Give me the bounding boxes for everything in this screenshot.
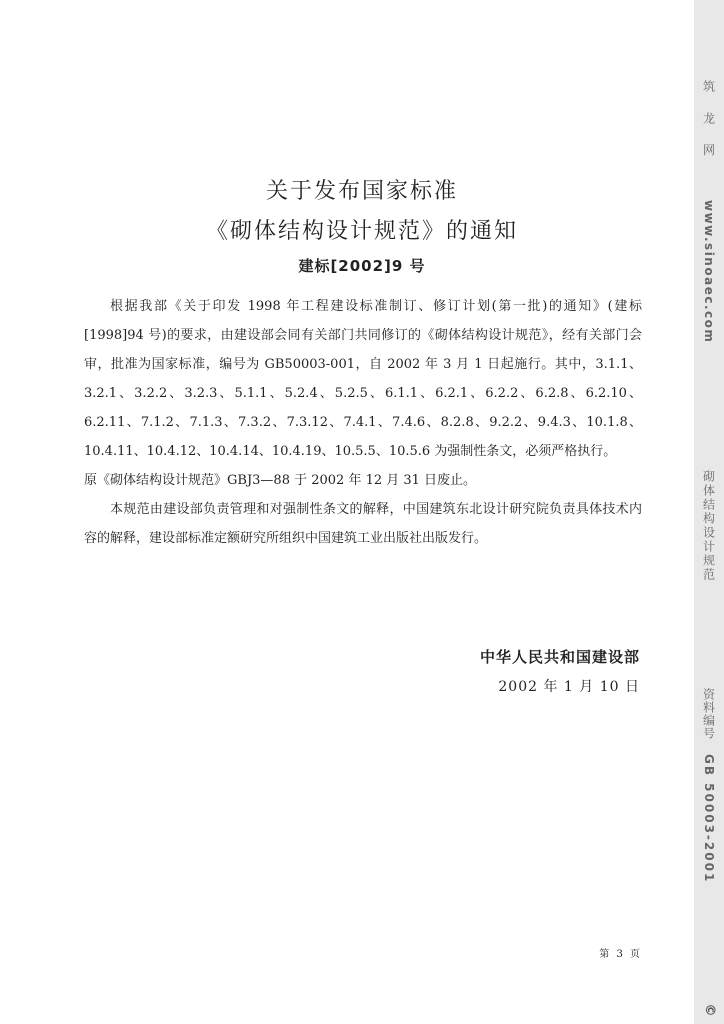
copyright-icon: © [702, 1003, 717, 1017]
issue-date: 2002 年 1 月 10 日 [498, 679, 640, 695]
paragraph-abolish: 原《砌体结构设计规范》GBJ3—88 于 2002 年 12 月 31 日废止。 [84, 473, 477, 488]
document-number: 建标[2002]9 号 [298, 257, 426, 275]
paragraph-management: 本规范由建设部负责管理和对强制性条文的解释，中国建筑东北设计研究院负责具体技术内容的解释，建设部标准定额研究所组织中国建筑工业出版社出版发行。 [84, 502, 642, 546]
sidebar-code-value: GB 50003-2001 [702, 754, 716, 884]
sidebar-doc-title: 砌体结构设计规范 [701, 470, 716, 582]
paragraph-approval: 根据我部《关于印发 1998 年工程建设标准制订、修订计划(第一批)的通知》(建标[1998]94 号)的要求，由建设部会同有关部门共同修订的《砌体结构设计规范》，经有关部门会审，批准为国家标准，编号为 GB50003-001，自 2002 年 3 月 1 日起施行。其中，3.1.1、3.2.1、3.2.2、3.2.3、5.1.1、5.2.4、5.2.5、6.1.1、6.2.1、6.2.2、6.2.8、6.2.10、6.2.11、7.1.2、7.1.3、7.3.2、7.3.12、7.4.1、7.4.6、8.2.8、9.2.2、9.4.3、10.1.8、10.4.11、10.4.12、10.4.14、10.4.19、10.5.5、10.5.6 为强制性条文，必须严格执行。 [84, 299, 642, 459]
sidebar-url: www.sinoaec.com [702, 200, 716, 344]
notice-title-line1: 关于发布国家标准 [265, 179, 458, 204]
sidebar-site-name: 筑 龙 网 [701, 80, 716, 164]
sidebar-doc-code [694, 688, 724, 883]
issuer-name: 中华人民共和国建设部 [479, 648, 640, 666]
notice-title-line2: 《砌体结构设计规范》的通知 [205, 219, 518, 244]
notice-body [84, 292, 642, 553]
sidebar-code-label: 资料编号 [701, 688, 716, 740]
page-number: 第 3 页 [599, 949, 642, 960]
watermark-sidebar [694, 0, 724, 1024]
